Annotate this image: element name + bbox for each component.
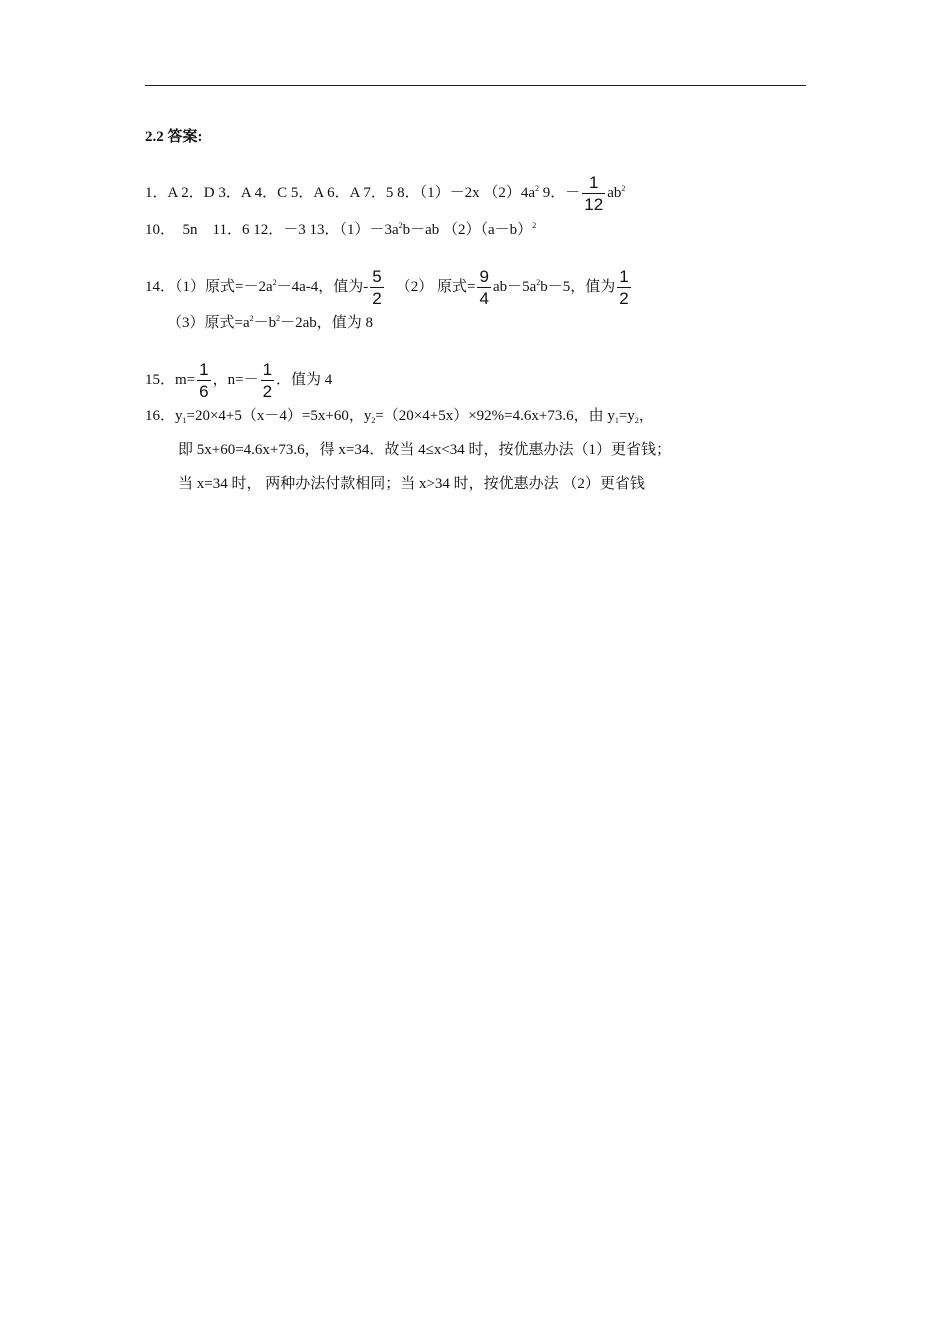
fraction xyxy=(370,266,383,309)
fraction-denominator: 2 xyxy=(372,289,382,308)
fraction-numerator: 1 xyxy=(262,360,273,379)
fraction-numerator: 1 xyxy=(199,360,209,379)
answer-text: 14．（1）原式=－2a xyxy=(145,278,273,295)
superscript: 2 xyxy=(621,183,626,193)
fraction-numerator: 9 xyxy=(479,267,489,286)
answer-text: ab－5a xyxy=(492,278,537,295)
answer-text: －b xyxy=(253,315,277,331)
subscript: 1 xyxy=(614,416,619,425)
answer-line-1 xyxy=(145,172,625,215)
fraction-denominator: 12 xyxy=(584,195,604,214)
answer-text: ab xyxy=(607,184,622,201)
superscript: 2 xyxy=(249,314,254,323)
fraction-denominator: 2 xyxy=(262,382,273,401)
fraction-denominator: 6 xyxy=(199,382,209,401)
answer-text: （3）原式=a xyxy=(167,315,250,331)
answer-text: －2ab，值为 8 xyxy=(280,315,374,331)
answer-text: b－ab （2）（a－b） xyxy=(402,222,533,238)
answer-text: =20×4+5（x－4）=5x+60，y xyxy=(186,408,372,424)
superscript: 2 xyxy=(398,221,403,230)
fraction-numerator: 5 xyxy=(372,267,382,286)
fraction-denominator: 4 xyxy=(479,289,489,308)
fraction xyxy=(197,359,210,402)
fraction-denominator: 2 xyxy=(619,289,629,308)
answer-text: －4a-4，值为 xyxy=(276,278,364,295)
subscript: 1 xyxy=(182,416,187,425)
superscript: 2 xyxy=(532,221,537,230)
answer-line-7: 即 5x+60=4.6x+73.6，得 x=34．故当 4≤x<34 时，按优惠办法（1）更省钱； xyxy=(178,442,672,458)
answer-text: ，n=－ xyxy=(212,371,259,388)
superscript: 2 xyxy=(536,277,541,287)
answer-text: 15．m= xyxy=(145,371,196,388)
fraction-numerator: 1 xyxy=(619,267,629,286)
header-rule xyxy=(145,85,806,86)
section-heading: 2.2 答案: xyxy=(145,129,203,145)
fraction xyxy=(617,266,630,309)
subscript: 2 xyxy=(634,416,639,425)
answer-text: 16．y xyxy=(145,408,183,424)
fraction-numerator: 1 xyxy=(589,173,599,192)
subscript: 2 xyxy=(371,416,376,425)
fraction xyxy=(582,172,605,215)
answer-text: =y xyxy=(618,408,635,424)
answer-text: b－5，值为 xyxy=(540,278,616,295)
answer-line-8: 当 x=34 时， 两种办法付款相同；当 x>34 时，按优惠办法 （2）更省钱 xyxy=(178,476,645,492)
negative-sign: - xyxy=(363,278,369,295)
answer-text: 9．－ xyxy=(539,184,581,201)
superscript: 2 xyxy=(535,183,540,193)
answer-line-4 xyxy=(167,313,373,333)
answer-text: 10． 5n 11．6 12．－3 13．（1）－3a xyxy=(145,222,399,238)
answer-line-3 xyxy=(145,266,633,309)
fraction xyxy=(261,359,274,402)
answer-line-6 xyxy=(145,406,654,426)
answer-text: ， xyxy=(638,408,654,424)
answer-text: （2） 原式= xyxy=(395,278,476,295)
answer-text: ．值为 4 xyxy=(276,371,333,388)
fraction xyxy=(477,266,490,309)
superscript: 2 xyxy=(276,314,281,323)
answer-text: =（20×4+5x）×92%=4.6x+73.6，由 y xyxy=(375,408,615,424)
answer-text: 1．A 2．D 3．A 4．C 5．A 6．A 7．5 8．（1）－2x （2）4a xyxy=(145,184,536,201)
superscript: 2 xyxy=(272,277,277,287)
answer-line-5 xyxy=(145,359,332,402)
answer-line-2 xyxy=(145,220,536,240)
